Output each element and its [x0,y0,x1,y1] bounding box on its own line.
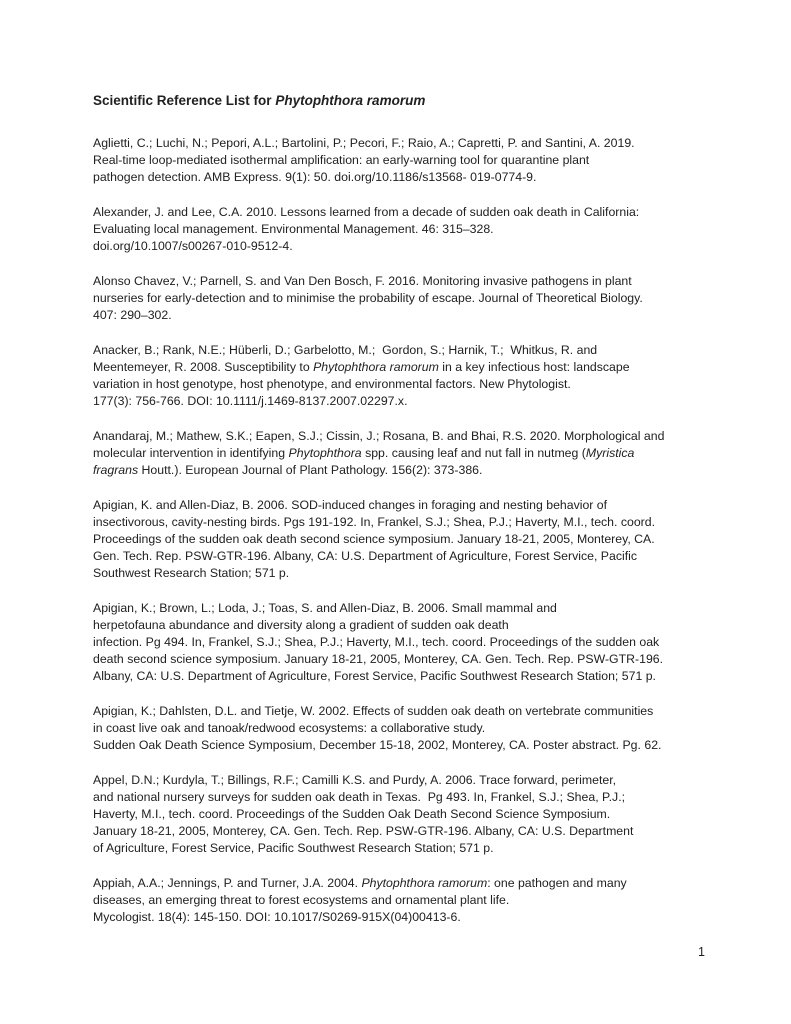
text-segment: Meentemeyer, R. 2008. Susceptibility to [93,360,314,374]
reference-entry [93,875,743,926]
text-segment: Anandaraj, M.; Mathew, S.K.; Eapen, S.J.; Cissin, J.; Rosana, B. and Bhai, R.S. 2020. Morphological and [93,429,665,443]
text-segment: Haverty, M.I., tech. coord. Proceedings of the Sudden Oak Death Second Science Symposium. [93,807,611,821]
reference-line [93,462,743,479]
text-segment: Proceedings of the sudden oak death second science symposium. January 18-21, 2005, Monterey, CA. [93,532,655,546]
italic-text-segment: Phytophthora [288,446,362,460]
reference-line [93,393,743,410]
reference-line [93,445,743,462]
text-segment: in coast live oak and tanoak/redwood ecosystems: a collaborative study. [93,721,486,735]
italic-text-segment: fragrans [93,463,139,477]
reference-line [93,497,743,514]
text-segment: Sudden Oak Death Science Symposium, December 15-18, 2002, Monterey, CA. Poster abstract. Pg. 62. [93,738,662,752]
text-segment: Apigian, K. and Allen-Diaz, B. 2006. SOD-induced changes in foraging and nesting behavior of [93,498,608,512]
text-segment: spp. causing leaf and nut fall in nutmeg ( [361,446,586,460]
text-segment: of Agriculture, Forest Service, Pacific Southwest Research Station; 571 p. [93,841,494,855]
reference-line [93,152,743,169]
reference-entry [93,273,743,324]
reference-line [93,703,743,720]
reference-line [93,169,743,186]
text-segment: Houtt.). European Journal of Plant Pathology. 156(2): 373-386. [138,463,483,477]
reference-line [93,204,743,221]
reference-line [93,840,743,857]
reference-line [93,772,743,789]
text-segment: doi.org/10.1007/s00267-010-9512-4. [93,239,293,253]
text-segment: Mycologist. 18(4): 145-150. DOI: 10.1017/S0269-915X(04)00413-6. [93,910,461,924]
reference-entry [93,703,743,754]
reference-line [93,531,743,548]
text-segment: Appel, D.N.; Kurdyla, T.; Billings, R.F.; Camilli K.S. and Purdy, A. 2006. Trace forward, perimeter, [93,773,617,787]
reference-line [93,737,743,754]
reference-line [93,875,743,892]
text-segment: Real-time loop-mediated isothermal amplification: an early-warning tool for quarantine plant [93,153,590,167]
text-segment: Appiah, A.A.; Jennings, P. and Turner, J.A. 2004. [93,876,362,890]
reference-line [93,909,743,926]
text-segment: January 18-21, 2005, Monterey, CA. Gen. Tech. Rep. PSW-GTR-196. Albany, CA: U.S. Department [93,824,634,838]
text-segment: Albany, CA: U.S. Department of Agriculture, Forest Service, Pacific Southwest Research Station; 571 p. [93,669,656,683]
text-segment: Southwest Research Station; 571 p. [93,566,290,580]
reference-entry [93,600,743,685]
text-segment: Apigian, K.; Dahlsten, D.L. and Tietje, W. 2002. Effects of sudden oak death on vertebrate communities [93,704,654,718]
text-segment: insectivorous, cavity-nesting birds. Pgs 191-192. In, Frankel, S.J.; Shea, P.J.; Haverty, M.I., tech. coord. [93,515,656,529]
reference-entry [93,772,743,857]
reference-line [93,238,743,255]
text-segment: : one pathogen and many [487,876,627,890]
text-segment: pathogen detection. AMB Express. 9(1): 50. doi.org/10.1186/s13568- 019-0774-9. [93,170,537,184]
text-segment: death second science symposium. January 18-21, 2005, Monterey, CA. Gen. Tech. Rep. PSW-GTR-196. [93,652,664,666]
italic-text-segment: Myristica [585,446,635,460]
reference-line [93,290,743,307]
reference-line [93,428,743,445]
reference-line [93,617,743,634]
reference-line [93,720,743,737]
text-segment: 177(3): 756-766. DOI: 10.1111/j.1469-8137.2007.02297.x. [93,394,408,408]
reference-line [93,359,743,376]
reference-line [93,668,743,685]
reference-line [93,376,743,393]
text-segment: molecular intervention in identifying [93,446,289,460]
reference-list [93,135,743,926]
text-segment: and national nursery surveys for sudden oak death in Texas. Pg 493. In, Frankel, S.J.; Shea, P.J.; [93,790,626,804]
reference-line [93,600,743,617]
text-segment: herpetofauna abundance and diversity along a gradient of sudden oak death [93,618,509,632]
italic-text-segment: Phytophthora ramorum [361,876,488,890]
reference-line [93,565,743,582]
text-segment: Anacker, B.; Rank, N.E.; Hüberli, D.; Garbelotto, M.; Gordon, S.; Harnik, T.; Whitkus, R. and [93,343,598,357]
text-segment: Scientific Reference List for [93,93,276,108]
reference-entry [93,204,743,255]
reference-entry [93,135,743,186]
text-segment: Aglietti, C.; Luchi, N.; Pepori, A.L.; Bartolini, P.; Pecori, F.; Raio, A.; Capretti, P. and Santini, A. 2019. [93,136,635,150]
reference-entry [93,342,743,410]
text-segment: diseases, an emerging threat to forest ecosystems and ornamental plant life. [93,893,510,907]
italic-text-segment: Phytophthora ramorum [313,360,439,374]
reference-line [93,135,743,152]
reference-line [93,342,743,359]
reference-line [93,634,743,651]
reference-line [93,823,743,840]
reference-line [93,892,743,909]
reference-line [93,789,743,806]
text-segment: infection. Pg 494. In, Frankel, S.J.; Shea, P.J.; Haverty, M.I., tech. coord. Proceedings of the sudden oak [93,635,660,649]
page-title [93,92,743,110]
reference-line [93,651,743,668]
text-segment: Evaluating local management. Environmental Management. 46: 315–328. [93,222,494,236]
text-segment: nurseries for early-detection and to minimise the probability of escape. Journal of Theoretical Biology. [93,291,643,305]
reference-entry [93,428,743,479]
reference-line [93,221,743,238]
italic-text-segment: Phytophthora ramorum [275,93,426,108]
reference-line [93,514,743,531]
text-segment: 407: 290–302. [93,308,172,322]
reference-line [93,273,743,290]
text-segment: Alexander, J. and Lee, C.A. 2010. Lessons learned from a decade of sudden oak death in California: [93,205,640,219]
page-number: 1 [698,945,705,959]
reference-line [93,548,743,565]
reference-entry [93,497,743,582]
text-segment: in a key infectious host: landscape [438,360,630,374]
reference-line [93,806,743,823]
reference-line [93,307,743,324]
text-segment: variation in host genotype, host phenotype, and environmental factors. New Phytologist. [93,377,571,391]
text-segment: Alonso Chavez, V.; Parnell, S. and Van Den Bosch, F. 2016. Monitoring invasive pathogens in plant [93,274,632,288]
text-segment: Gen. Tech. Rep. PSW-GTR-196. Albany, CA: U.S. Department of Agriculture, Forest Service, Pacific [93,549,638,563]
text-segment: Apigian, K.; Brown, L.; Loda, J.; Toas, S. and Allen-Diaz, B. 2006. Small mammal and [93,601,557,615]
document-content [93,92,743,944]
